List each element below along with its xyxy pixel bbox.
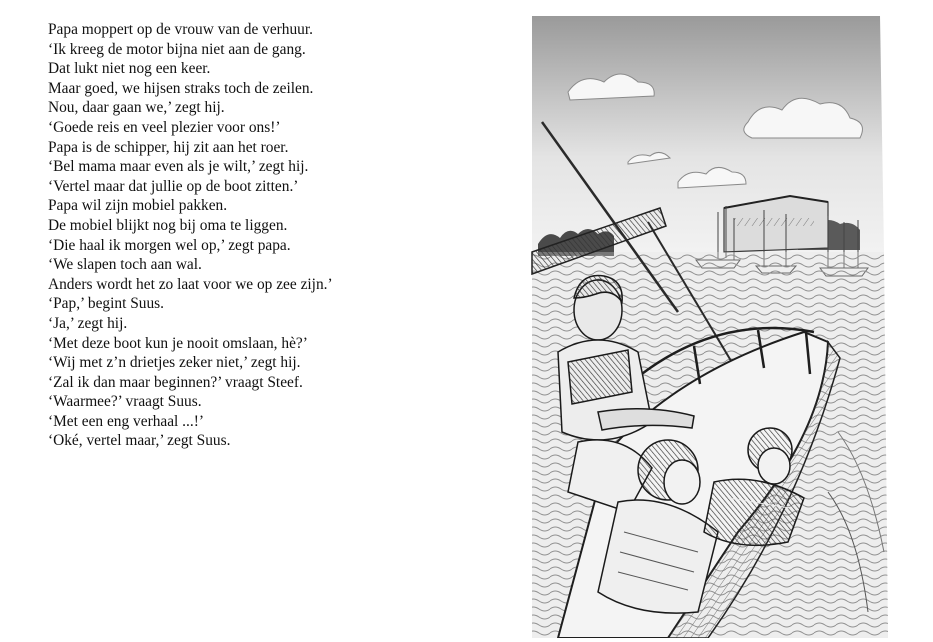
story-text bbox=[48, 20, 488, 451]
story-line-13: ‘We slapen toch aan wal. bbox=[48, 256, 202, 274]
story-line-20: ‘Waarmee?’ vraagt Suus. bbox=[48, 393, 202, 411]
sailboat-illustration bbox=[528, 12, 922, 638]
story-line-12: ‘Die haal ik morgen wel op,’ zegt papa. bbox=[48, 236, 291, 254]
boathouse bbox=[724, 196, 828, 252]
story-line-15: ‘Pap,’ begint Suus. bbox=[48, 295, 164, 313]
story-line-16: ‘Ja,’ zegt hij. bbox=[48, 314, 128, 332]
story-line-5: Nou, daar gaan we,’ zegt hij. bbox=[48, 99, 225, 117]
story-line-7: Papa is de schipper, hij zit aan het roer. bbox=[48, 138, 289, 156]
story-line-3: Dat lukt niet nog een keer. bbox=[48, 60, 211, 78]
story-line-8: ‘Bel mama maar even als je wilt,’ zegt hij. bbox=[48, 158, 309, 176]
story-line-6: ‘Goede reis en veel plezier voor ons!’ bbox=[48, 118, 281, 136]
story-line-22: ‘Oké, vertel maar,’ zegt Suus. bbox=[48, 432, 231, 450]
story-line-19: ‘Zal ik dan maar beginnen?’ vraagt Steef. bbox=[48, 373, 303, 391]
story-line-2: ‘Ik kreeg de motor bijna niet aan de gang. bbox=[48, 40, 306, 58]
story-line-1: Papa moppert op de vrouw van de verhuur. bbox=[48, 21, 313, 38]
story-line-4: Maar goed, we hijsen straks toch de zeilen. bbox=[48, 79, 314, 97]
story-line-18: ‘Wij met z’n drietjes zeker niet,’ zegt hij. bbox=[48, 354, 301, 372]
story-line-21: ‘Met een eng verhaal ...!’ bbox=[48, 412, 204, 430]
story-line-9: ‘Vertel maar dat jullie op de boot zitten.’ bbox=[48, 177, 299, 195]
story-line-11: De mobiel blijkt nog bij oma te liggen. bbox=[48, 216, 288, 234]
story-line-10: Papa wil zijn mobiel pakken. bbox=[48, 197, 228, 215]
story-line-14: Anders wordt het zo laat voor we op zee zijn.’ bbox=[48, 275, 333, 293]
story-line-17: ‘Met deze boot kun je nooit omslaan, hè?’ bbox=[48, 334, 308, 352]
